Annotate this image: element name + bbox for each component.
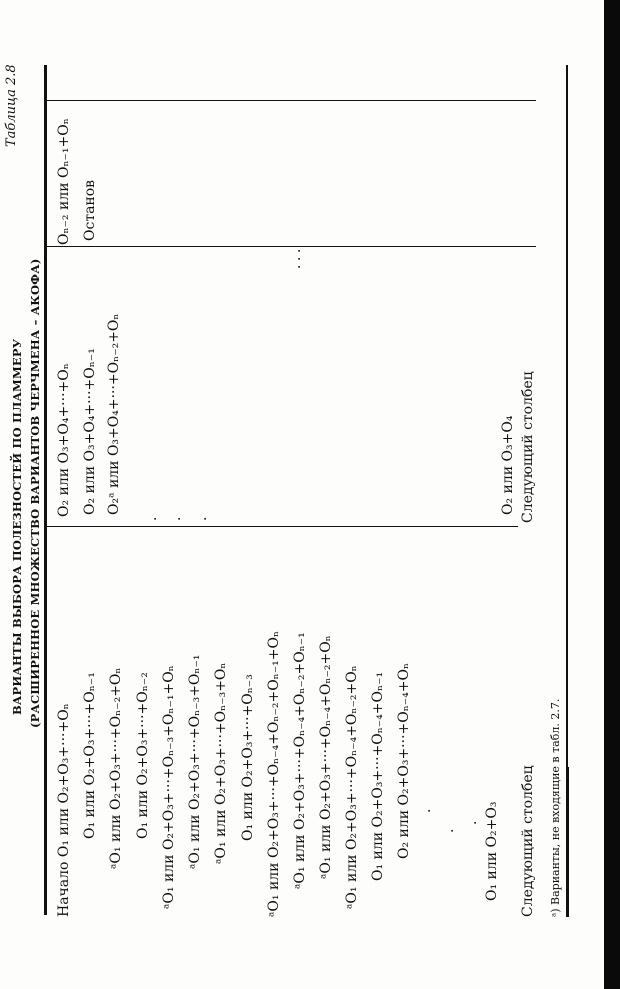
col1-row-16: ·	[468, 820, 484, 825]
col1-row-11: ᵃO₁ или O₂+O₃+···+Oₙ₋₄+Oₙ₋₂+Oₙ	[344, 665, 360, 909]
col1-row-17: O₁ или O₂+O₃	[484, 801, 500, 901]
col1-row-13: O₂ или O₂+O₃+···+Oₙ₋₄+Oₙ	[396, 662, 412, 859]
col4-row-1: Останов	[82, 179, 98, 241]
col1-row-1: O₁ или O₂+O₃+···+Oₙ₋₁	[82, 672, 98, 839]
col3-row-0: ·	[292, 264, 308, 269]
col2-row-7: Следующий столбец	[520, 371, 536, 523]
col2-row-4: ·	[172, 516, 188, 521]
col1-row-2: ᵃO₁ или O₂+O₃+···+Oₙ₋₂+Oₙ	[108, 667, 124, 869]
col1-row-7: O₁ или O₂+O₃+···+Oₙ₋₃	[240, 674, 256, 841]
footnote-rule	[568, 767, 569, 917]
col2-row-1: O₂ или O₃+O₄+···+Oₙ₋₁	[82, 348, 98, 515]
col1-row-3: O₁ или O₂+O₃+···+Oₙ₋₂	[135, 672, 151, 839]
col2-row-0: O₂ или O₃+O₄+···+Oₙ	[56, 363, 72, 517]
col1-row-12: O₁ или O₂+O₃+···+Oₙ₋₄+Oₙ₋₁	[370, 671, 386, 881]
col1-row-15: ·	[445, 828, 461, 833]
col2-row-5: ·	[198, 516, 214, 521]
col2-row-6: O₂ или O₃+O₄	[500, 415, 516, 515]
column-divider-3	[46, 100, 536, 101]
col1-row-4: ᵃO₁ или O₂+O₃+···+Oₙ₋₃+Oₙ₋₁+Oₙ	[161, 665, 177, 909]
table-title: ВАРИАНТЫ ВЫБОРА ПОЛЕЗНОСТЕЙ ПО ПЛАММЕРУ	[10, 338, 24, 715]
column-divider-2	[46, 246, 536, 247]
col4-row-0: Oₙ₋₂ или Oₙ₋₁+Oₙ	[56, 118, 72, 245]
col2-row-3: ·	[148, 516, 164, 521]
col1-row-6: ᵃO₁ или O₂+O₃+···+Oₙ₋₃+Oₙ	[213, 662, 229, 864]
col3-row-1: ·	[292, 256, 308, 261]
table-subtitle: (РАСШИРЕННОЕ МНОЖЕСТВО ВАРИАНТОВ ЧЕРЧМЕНА – АКОФА)	[28, 258, 42, 728]
table-label: Таблица 2.8	[4, 64, 19, 147]
col1-row-0: Начало O₁ или O₂+O₃+···+Oₙ	[56, 703, 72, 917]
column-divider-1	[46, 526, 518, 527]
scan-binding-edge	[604, 0, 620, 989]
col1-row-14: ·	[422, 808, 438, 813]
col1-row-8: ᵃO₁ или O₂+O₃+···+Oₙ₋₄+Oₙ₋₂+Oₙ₋₁+Oₙ	[266, 630, 282, 917]
col2-row-2: O₂ᵃ или O₃+O₄+···+Oₙ₋₂+Oₙ	[106, 313, 122, 515]
top-rule	[44, 65, 47, 915]
col1-row-9: ᵃO₁ или O₂+O₃+···+Oₙ₋₄+Oₙ₋₂+Oₙ₋₁	[292, 632, 308, 889]
col1-row-5: ᵃO₁ или O₂+O₃+···+Oₙ₋₃+Oₙ₋₁	[187, 654, 203, 869]
col1-row-10: ᵃO₁ или O₂+O₃+···+Oₙ₋₄+Oₙ₋₂+Oₙ	[318, 635, 334, 879]
col1-row-18: Следующий столбец	[520, 765, 536, 917]
footnote: ᵃ) Варианты, не входящие в табл. 2.7.	[549, 698, 562, 917]
col3-row-2: ·	[292, 248, 308, 253]
